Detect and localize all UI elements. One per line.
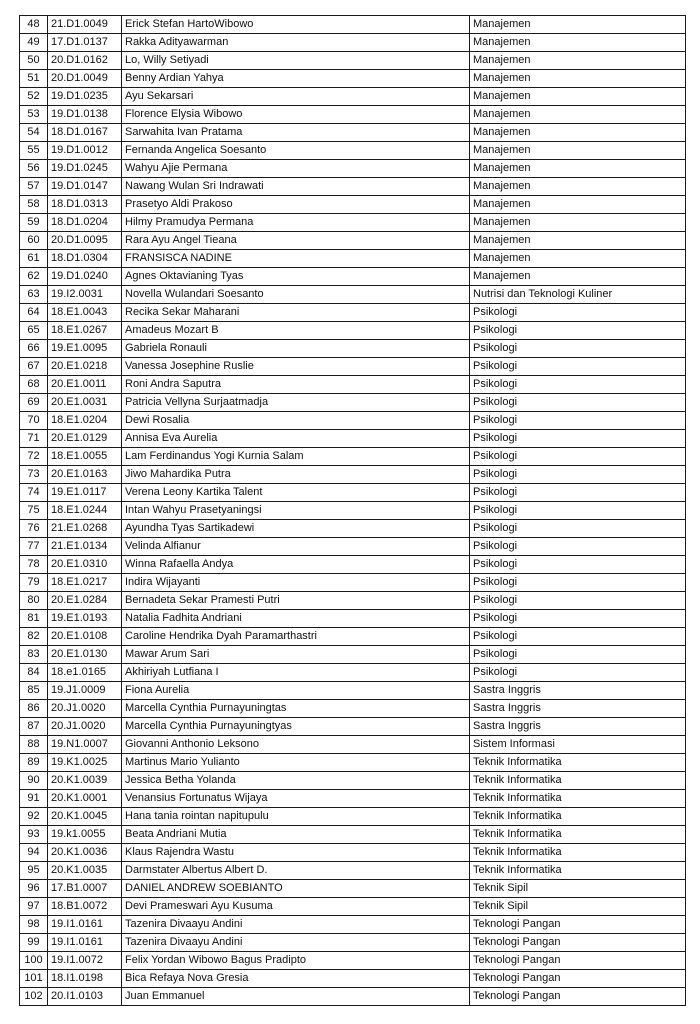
student-id: 20.J1.0020: [48, 718, 122, 736]
row-number: 93: [20, 826, 48, 844]
student-name: Klaus Rajendra Wastu: [122, 844, 470, 862]
student-id: 18.E1.0217: [48, 574, 122, 592]
study-program: Psikologi: [470, 574, 686, 592]
table-row: [20, 412, 686, 430]
row-number: 99: [20, 934, 48, 952]
student-id: 20.E1.0310: [48, 556, 122, 574]
student-name: Tazenira Divaayu Andini: [122, 916, 470, 934]
student-id: 20.D1.0049: [48, 70, 122, 88]
student-name: Sarwahita Ivan Pratama: [122, 124, 470, 142]
table-row: [20, 430, 686, 448]
study-program: Psikologi: [470, 484, 686, 502]
table-row: [20, 484, 686, 502]
row-number: 61: [20, 250, 48, 268]
study-program: Teknologi Pangan: [470, 952, 686, 970]
student-name: Tazenira Divaayu Andini: [122, 934, 470, 952]
study-program: Nutrisi dan Teknologi Kuliner: [470, 286, 686, 304]
student-name: FRANSISCA NADINE: [122, 250, 470, 268]
student-name: Rakka Adityawarman: [122, 34, 470, 52]
student-name: Marcella Cynthia Purnayuningtyas: [122, 718, 470, 736]
student-id: 19.N1.0007: [48, 736, 122, 754]
table-row: [20, 520, 686, 538]
student-id: 18.D1.0167: [48, 124, 122, 142]
table-row: [20, 682, 686, 700]
student-id: 20.E1.0163: [48, 466, 122, 484]
row-number: 91: [20, 790, 48, 808]
student-id: 21.E1.0134: [48, 538, 122, 556]
row-number: 60: [20, 232, 48, 250]
student-id: 20.K1.0045: [48, 808, 122, 826]
student-id: 20.D1.0162: [48, 52, 122, 70]
student-id: 17.D1.0137: [48, 34, 122, 52]
row-number: 84: [20, 664, 48, 682]
table-row: [20, 106, 686, 124]
table-row: [20, 160, 686, 178]
row-number: 52: [20, 88, 48, 106]
table-row: [20, 574, 686, 592]
student-id: 20.E1.0031: [48, 394, 122, 412]
student-name: Hana tania rointan napitupulu: [122, 808, 470, 826]
table-row: [20, 178, 686, 196]
study-program: Sastra Inggris: [470, 718, 686, 736]
student-name: Bernadeta Sekar Pramesti Putri: [122, 592, 470, 610]
table-row: [20, 988, 686, 1006]
table-row: [20, 664, 686, 682]
study-program: Manajemen: [470, 88, 686, 106]
row-number: 63: [20, 286, 48, 304]
student-id: 20.K1.0035: [48, 862, 122, 880]
study-program: Psikologi: [470, 610, 686, 628]
table-row: [20, 502, 686, 520]
row-number: 92: [20, 808, 48, 826]
student-name: Felix Yordan Wibowo Bagus Pradipto: [122, 952, 470, 970]
student-id: 20.D1.0095: [48, 232, 122, 250]
row-number: 77: [20, 538, 48, 556]
table-row: [20, 808, 686, 826]
student-id: 19.I1.0161: [48, 934, 122, 952]
row-number: 96: [20, 880, 48, 898]
table-row: [20, 862, 686, 880]
table-row: [20, 394, 686, 412]
study-program: Manajemen: [470, 160, 686, 178]
table-row: [20, 142, 686, 160]
student-id: 18.E1.0267: [48, 322, 122, 340]
student-roster-table: [19, 15, 686, 1006]
study-program: Psikologi: [470, 304, 686, 322]
student-id: 20.E1.0129: [48, 430, 122, 448]
table-row: [20, 322, 686, 340]
student-name: Annisa Eva Aurelia: [122, 430, 470, 448]
table-row: [20, 376, 686, 394]
table-row: [20, 88, 686, 106]
row-number: 85: [20, 682, 48, 700]
row-number: 62: [20, 268, 48, 286]
table-row: [20, 250, 686, 268]
student-name: Beata Andriani Mutia: [122, 826, 470, 844]
row-number: 100: [20, 952, 48, 970]
row-number: 89: [20, 754, 48, 772]
row-number: 78: [20, 556, 48, 574]
table-row: [20, 34, 686, 52]
student-name: Rara Ayu Angel Tieana: [122, 232, 470, 250]
row-number: 94: [20, 844, 48, 862]
student-name: Florence Elysia Wibowo: [122, 106, 470, 124]
student-name: Hilmy Pramudya Permana: [122, 214, 470, 232]
student-id: 19.I2.0031: [48, 286, 122, 304]
row-number: 57: [20, 178, 48, 196]
student-id: 21.D1.0049: [48, 16, 122, 34]
student-id: 19.I1.0072: [48, 952, 122, 970]
row-number: 65: [20, 322, 48, 340]
study-program: Teknik Informatika: [470, 826, 686, 844]
student-id: 20.K1.0036: [48, 844, 122, 862]
student-name: Patricia Vellyna Surjaatmadja: [122, 394, 470, 412]
student-id: 19.D1.0240: [48, 268, 122, 286]
student-id: 19.E1.0095: [48, 340, 122, 358]
table-row: [20, 844, 686, 862]
study-program: Manajemen: [470, 232, 686, 250]
student-id: 20.E1.0218: [48, 358, 122, 376]
row-number: 87: [20, 718, 48, 736]
student-name: Natalia Fadhita Andriani: [122, 610, 470, 628]
row-number: 101: [20, 970, 48, 988]
student-name: Akhiriyah Lutfiana I: [122, 664, 470, 682]
student-id: 20.K1.0039: [48, 772, 122, 790]
student-roster-sheet: [19, 15, 686, 1006]
study-program: Teknik Informatika: [470, 772, 686, 790]
student-id: 18.I1.0198: [48, 970, 122, 988]
student-id: 20.J1.0020: [48, 700, 122, 718]
row-number: 88: [20, 736, 48, 754]
study-program: Psikologi: [470, 466, 686, 484]
study-program: Manajemen: [470, 268, 686, 286]
table-row: [20, 304, 686, 322]
row-number: 69: [20, 394, 48, 412]
study-program: Manajemen: [470, 142, 686, 160]
study-program: Psikologi: [470, 502, 686, 520]
study-program: Sistem Informasi: [470, 736, 686, 754]
table-row: [20, 358, 686, 376]
student-id: 18.D1.0304: [48, 250, 122, 268]
study-program: Teknik Sipil: [470, 898, 686, 916]
study-program: Psikologi: [470, 664, 686, 682]
student-id: 20.I1.0103: [48, 988, 122, 1006]
table-row: [20, 700, 686, 718]
student-name: Lo, Willy Setiyadi: [122, 52, 470, 70]
study-program: Teknologi Pangan: [470, 916, 686, 934]
row-number: 53: [20, 106, 48, 124]
study-program: Psikologi: [470, 394, 686, 412]
row-number: 74: [20, 484, 48, 502]
table-row: [20, 286, 686, 304]
student-name: Martinus Mario Yulianto: [122, 754, 470, 772]
student-name: Agnes Oktavianing Tyas: [122, 268, 470, 286]
table-row: [20, 826, 686, 844]
student-name: Vanessa Josephine Ruslie: [122, 358, 470, 376]
table-row: [20, 880, 686, 898]
row-number: 73: [20, 466, 48, 484]
study-program: Teknik Informatika: [470, 754, 686, 772]
table-row: [20, 52, 686, 70]
study-program: Teknik Sipil: [470, 880, 686, 898]
student-id: 19.E1.0117: [48, 484, 122, 502]
row-number: 86: [20, 700, 48, 718]
study-program: Manajemen: [470, 52, 686, 70]
study-program: Psikologi: [470, 448, 686, 466]
table-row: [20, 718, 686, 736]
row-number: 70: [20, 412, 48, 430]
student-name: Prasetyo Aldi Prakoso: [122, 196, 470, 214]
table-row: [20, 592, 686, 610]
student-name: DANIEL ANDREW SOEBIANTO: [122, 880, 470, 898]
student-name: Intan Wahyu Prasetyaningsi: [122, 502, 470, 520]
study-program: Manajemen: [470, 16, 686, 34]
student-name: Venansius Fortunatus Wijaya: [122, 790, 470, 808]
row-number: 81: [20, 610, 48, 628]
table-row: [20, 466, 686, 484]
student-name: Bica Refaya Nova Gresia: [122, 970, 470, 988]
student-id: 19.D1.0245: [48, 160, 122, 178]
table-row: [20, 556, 686, 574]
row-number: 51: [20, 70, 48, 88]
table-row: [20, 952, 686, 970]
student-id: 19.K1.0025: [48, 754, 122, 772]
row-number: 82: [20, 628, 48, 646]
study-program: Manajemen: [470, 178, 686, 196]
roster-body: [20, 16, 686, 1006]
study-program: Teknik Informatika: [470, 808, 686, 826]
row-number: 59: [20, 214, 48, 232]
table-row: [20, 232, 686, 250]
row-number: 90: [20, 772, 48, 790]
student-id: 19.E1.0193: [48, 610, 122, 628]
study-program: Teknologi Pangan: [470, 934, 686, 952]
student-name: Devi Prameswari Ayu Kusuma: [122, 898, 470, 916]
study-program: Psikologi: [470, 412, 686, 430]
student-name: Fiona Aurelia: [122, 682, 470, 700]
row-number: 97: [20, 898, 48, 916]
student-name: Recika Sekar Maharani: [122, 304, 470, 322]
study-program: Psikologi: [470, 430, 686, 448]
row-number: 102: [20, 988, 48, 1006]
student-id: 19.D1.0147: [48, 178, 122, 196]
study-program: Teknik Informatika: [470, 844, 686, 862]
row-number: 48: [20, 16, 48, 34]
row-number: 71: [20, 430, 48, 448]
table-row: [20, 754, 686, 772]
student-id: 19.k1.0055: [48, 826, 122, 844]
table-row: [20, 196, 686, 214]
student-id: 18.E1.0043: [48, 304, 122, 322]
study-program: Manajemen: [470, 106, 686, 124]
student-name: Dewi Rosalia: [122, 412, 470, 430]
study-program: Teknologi Pangan: [470, 988, 686, 1006]
table-row: [20, 16, 686, 34]
student-id: 20.E1.0284: [48, 592, 122, 610]
row-number: 64: [20, 304, 48, 322]
student-id: 18.D1.0204: [48, 214, 122, 232]
study-program: Manajemen: [470, 214, 686, 232]
student-id: 19.D1.0235: [48, 88, 122, 106]
row-number: 54: [20, 124, 48, 142]
study-program: Psikologi: [470, 520, 686, 538]
row-number: 58: [20, 196, 48, 214]
student-id: 19.D1.0138: [48, 106, 122, 124]
student-name: Verena Leony Kartika Talent: [122, 484, 470, 502]
student-name: Juan Emmanuel: [122, 988, 470, 1006]
table-row: [20, 340, 686, 358]
study-program: Psikologi: [470, 322, 686, 340]
student-id: 19.I1.0161: [48, 916, 122, 934]
study-program: Psikologi: [470, 646, 686, 664]
student-id: 19.D1.0012: [48, 142, 122, 160]
row-number: 49: [20, 34, 48, 52]
student-name: Amadeus Mozart B: [122, 322, 470, 340]
table-row: [20, 70, 686, 88]
student-name: Benny Ardian Yahya: [122, 70, 470, 88]
study-program: Sastra Inggris: [470, 700, 686, 718]
row-number: 95: [20, 862, 48, 880]
student-name: Giovanni Anthonio Leksono: [122, 736, 470, 754]
table-row: [20, 790, 686, 808]
row-number: 79: [20, 574, 48, 592]
student-name: Fernanda Angelica Soesanto: [122, 142, 470, 160]
study-program: Teknik Informatika: [470, 790, 686, 808]
student-id: 18.E1.0244: [48, 502, 122, 520]
student-name: Velinda Alfianur: [122, 538, 470, 556]
study-program: Psikologi: [470, 628, 686, 646]
study-program: Psikologi: [470, 556, 686, 574]
study-program: Psikologi: [470, 592, 686, 610]
student-id: 17.B1.0007: [48, 880, 122, 898]
student-name: Mawar Arum Sari: [122, 646, 470, 664]
student-id: 18.E1.0055: [48, 448, 122, 466]
study-program: Manajemen: [470, 124, 686, 142]
study-program: Manajemen: [470, 250, 686, 268]
study-program: Teknik Informatika: [470, 862, 686, 880]
table-row: [20, 898, 686, 916]
row-number: 98: [20, 916, 48, 934]
student-id: 18.D1.0313: [48, 196, 122, 214]
study-program: Psikologi: [470, 376, 686, 394]
student-id: 21.E1.0268: [48, 520, 122, 538]
table-row: [20, 916, 686, 934]
row-number: 83: [20, 646, 48, 664]
student-name: Ayundha Tyas Sartikadewi: [122, 520, 470, 538]
student-name: Gabriela Ronauli: [122, 340, 470, 358]
row-number: 75: [20, 502, 48, 520]
table-row: [20, 448, 686, 466]
student-id: 18.E1.0204: [48, 412, 122, 430]
student-name: Caroline Hendrika Dyah Paramarthastri: [122, 628, 470, 646]
student-name: Winna Rafaella Andya: [122, 556, 470, 574]
student-name: Ayu Sekarsari: [122, 88, 470, 106]
table-row: [20, 646, 686, 664]
table-row: [20, 124, 686, 142]
student-id: 20.E1.0130: [48, 646, 122, 664]
row-number: 56: [20, 160, 48, 178]
student-id: 18.e1.0165: [48, 664, 122, 682]
row-number: 67: [20, 358, 48, 376]
study-program: Psikologi: [470, 340, 686, 358]
table-row: [20, 970, 686, 988]
study-program: Manajemen: [470, 70, 686, 88]
student-name: Jessica Betha Yolanda: [122, 772, 470, 790]
row-number: 50: [20, 52, 48, 70]
student-name: Darmstater Albertus Albert D.: [122, 862, 470, 880]
student-name: Erick Stefan HartoWibowo: [122, 16, 470, 34]
student-name: Novella Wulandari Soesanto: [122, 286, 470, 304]
row-number: 55: [20, 142, 48, 160]
row-number: 72: [20, 448, 48, 466]
student-name: Nawang Wulan Sri Indrawati: [122, 178, 470, 196]
table-row: [20, 538, 686, 556]
table-row: [20, 934, 686, 952]
study-program: Teknologi Pangan: [470, 970, 686, 988]
study-program: Psikologi: [470, 358, 686, 376]
student-id: 18.B1.0072: [48, 898, 122, 916]
student-name: Marcella Cynthia Purnayuningtas: [122, 700, 470, 718]
table-row: [20, 214, 686, 232]
student-id: 20.E1.0011: [48, 376, 122, 394]
table-row: [20, 610, 686, 628]
table-row: [20, 268, 686, 286]
row-number: 80: [20, 592, 48, 610]
row-number: 76: [20, 520, 48, 538]
study-program: Manajemen: [470, 34, 686, 52]
table-row: [20, 628, 686, 646]
study-program: Sastra Inggris: [470, 682, 686, 700]
student-id: 20.K1.0001: [48, 790, 122, 808]
student-name: Lam Ferdinandus Yogi Kurnia Salam: [122, 448, 470, 466]
student-name: Indira Wijayanti: [122, 574, 470, 592]
student-id: 20.E1.0108: [48, 628, 122, 646]
table-row: [20, 736, 686, 754]
student-name: Roni Andra Saputra: [122, 376, 470, 394]
student-name: Wahyu Ajie Permana: [122, 160, 470, 178]
student-id: 19.J1.0009: [48, 682, 122, 700]
row-number: 68: [20, 376, 48, 394]
student-name: Jiwo Mahardika Putra: [122, 466, 470, 484]
study-program: Psikologi: [470, 538, 686, 556]
study-program: Manajemen: [470, 196, 686, 214]
table-row: [20, 772, 686, 790]
row-number: 66: [20, 340, 48, 358]
